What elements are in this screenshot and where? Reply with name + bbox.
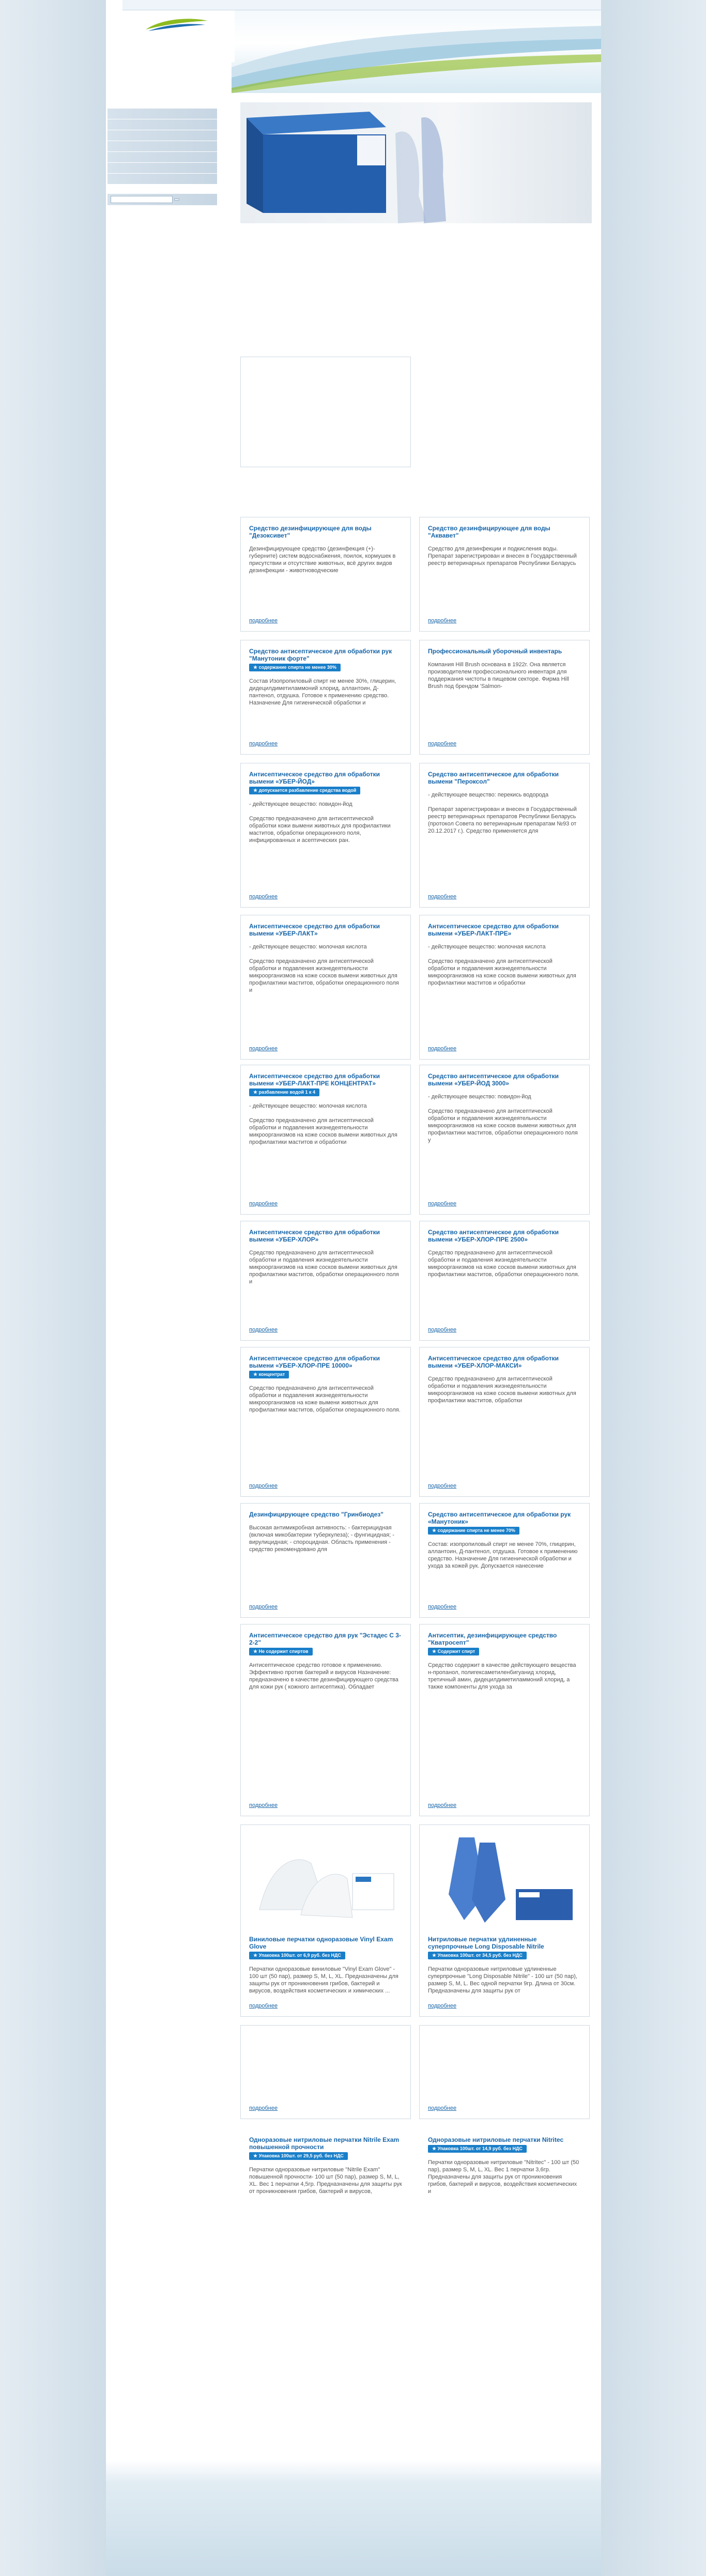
sidebar-catalog (108, 109, 217, 213)
product-description: Состав Изопропиловый спирт не менее 30%, глицерин, дидецилдиметиламмоний хлорид, аллантоин, Д-пантенол, отдушка. Готовое к применению средство. Назначение Для гигиенической обработки и (249, 678, 396, 706)
product-card[interactable] (419, 1503, 590, 1618)
product-card[interactable] (419, 1824, 590, 2017)
product-image[interactable] (428, 1832, 582, 1930)
product-title[interactable]: Антисептическое средство для обработки вымени «УБЕР-ХЛОР» (249, 1229, 380, 1243)
product-title[interactable]: Антисептическое средство для обработки вымени «УБЕР-ЛАКТ-ПРЕ КОНЦЕНТРАТ» (249, 1072, 380, 1087)
product-more-link[interactable]: подробнее (428, 1327, 457, 1333)
footer (106, 2460, 601, 2576)
product-title[interactable]: Антисептик, дезинфицирующее средство "Кватросепт" (428, 1632, 557, 1646)
product-card[interactable] (240, 2025, 411, 2195)
product-description: Состав: изопропиловый спирт не менее 70%, глицерин, аллантоин, Д-пантенол, отдушка. Готовое к применению средство. Назначение Для гигиенической обработки и ухода за кожей рук. Допускается нанесение (428, 1541, 578, 1569)
product-card[interactable] (419, 1221, 590, 1341)
product-card[interactable] (240, 1824, 411, 2017)
sidebar-item-detergents[interactable] (108, 119, 217, 130)
news-card-text (249, 371, 402, 428)
product-more-link[interactable]: подробнее (249, 2003, 278, 2009)
product-card[interactable] (419, 1624, 590, 1816)
sidebar-news-item (108, 205, 217, 213)
product-description: Высокая антимикробная активность: - бактерицидная (включая микобактерии туберкулеза); - фунгицидная; - вирулицидная; - спороцидная. Область применения - средство рекомендовано для (249, 1525, 394, 1553)
product-badge: ★ концентрат (249, 1371, 289, 1378)
product-description: Средство предназначено для антисептической обработки и подавления жизнедеятельности микроорганизмов на коже сосков вымени животных для профилактики маститов, обработки операционного поля и (249, 1250, 399, 1285)
product-description: - действующее вещество: перекись водорода Препарат зарегистрирован и внесен в Государственный реестр ветеринарных препаратов Республики Беларусь (протокол Совета по ветеринарным препаратам №93 от 20.12.2017 г.). Средство применяется для (428, 792, 577, 834)
product-image[interactable] (428, 2033, 582, 2131)
product-more-link[interactable]: подробнее (428, 1046, 457, 1052)
main-content (240, 232, 592, 238)
product-description: Перчатки одноразовые нитриловые "Nitritec" - 100 шт (50 пар), размер S, M, L, XL. Вес 1 перчатки 3,6гр. Предназначены для защиты рук от проникновения грибов, бактерий и вирусов, воздействия косметических и (428, 2159, 579, 2195)
product-title[interactable]: Средство антисептическое для обработки рук «Манутоник» (428, 1511, 571, 1525)
product-title[interactable]: Одноразовые нитриловые перчатки Nitrile Exam повышенной прочности (249, 2136, 400, 2151)
product-more-link[interactable]: подробнее (249, 1483, 278, 1489)
product-card[interactable] (240, 915, 411, 1060)
product-title[interactable]: Одноразовые нитриловые перчатки Nitritec (428, 2136, 564, 2143)
product-title[interactable]: Средство дезинфицирующее для воды "Дезоксивет" (249, 525, 372, 539)
product-card[interactable] (419, 763, 590, 908)
product-title[interactable]: Профессиональный уборочный инвентарь (428, 648, 562, 655)
product-title[interactable]: Виниловые перчатки одноразовые Vinyl Exam Glove (249, 1936, 393, 1950)
glove-box-image (240, 102, 592, 223)
sidebar-item-hand-antiseptics[interactable] (108, 152, 217, 163)
product-description: - действующее вещество: повидон-йод Средство предназначено для антисептической обработки и подавления жизнедеятельности микроорганизмов на коже сосков вымени животных для профилактики маститов, обработки операционного поля у (428, 1094, 578, 1143)
product-badge: ★ Не содержит спиртов (249, 1648, 313, 1655)
product-card[interactable] (240, 517, 411, 632)
sidebar-item-disinfectants[interactable] (108, 130, 217, 141)
product-title[interactable]: Средство антисептическое для обработки рук "Манутоник форте" (249, 648, 392, 662)
long-nitrile-gloves-image (428, 1832, 582, 1930)
product-badge: ★ Упаковка 100шт. от 14,9 руб. без НДС (428, 2145, 527, 2153)
product-badge: ★ содержание спирта не менее 30% (249, 664, 341, 671)
product-badge: ★ допускается разбавление средства водой (249, 787, 360, 794)
product-more-link[interactable]: подробнее (249, 1046, 278, 1052)
product-title[interactable]: Нитриловые перчатки удлиненные суперпрочные Long Disposable Nitrile (428, 1936, 544, 1950)
product-card[interactable] (240, 640, 411, 755)
product-description: Компания Hill Brush основана в 1922г. Она является производителем профессионального инвентаря для поддержания чистоты в пищевом секторе. Фирма Hill Brush под брендом 'Salmon- (428, 662, 569, 689)
product-description: Средство предназначено для антисептической обработки и подавления жизнедеятельности микроорганизмов на коже сосков вымени животных для профилактики маститов, обработки операционного поля. (428, 1250, 579, 1278)
product-card[interactable] (419, 640, 590, 755)
product-more-link[interactable]: подробнее (428, 2105, 457, 2111)
news-subscribe-button[interactable] (174, 198, 179, 201)
product-description: Перчатки одноразовые виниловые "Vinyl Exam Glove" - 100 шт (50 пар), размер S, M, L, XL. Предназначены для защиты рук от проникновения грибов, бактерий и вирусов, воздействия косметических и химических ... (249, 1966, 398, 1994)
product-title[interactable]: Антисептическое средство для обработки вымени «УБЕР-ХЛОР-МАКСИ» (428, 1355, 559, 1369)
vinyl-gloves-image (249, 1832, 403, 1930)
promo-banner[interactable] (240, 102, 592, 223)
product-description: Средство содержит в качестве действующего вещества н-пропанол, полигексаметиленбигуанид хлорид, третичный амин, дидецилдиметиламмоний хлорид, а также компоненты для ухода за (428, 1662, 576, 1690)
site-logo[interactable] (114, 10, 235, 62)
product-more-link[interactable]: подробнее (249, 1201, 278, 1207)
product-title[interactable]: Средство антисептическое для обработки вымени «УБЕР-ЙОД 3000» (428, 1072, 559, 1087)
product-more-link[interactable]: подробнее (249, 1604, 278, 1610)
product-description: - действующее вещество: повидон-йод Средство предназначено для антисептической обработки кожи вымени животных для профилактики маститов, обработки операционного поля, инфицированных и асептических ран. (249, 801, 391, 844)
product-description: Перчатки одноразовые нитриловые удлиненные суперпрочные "Long Disposable Nitrile" - 100 шт (50 пар), размер S, M, L. Вес одной перчатки 9гр. Длина от 30см. Предназначены для защиты рук от (428, 1966, 577, 1994)
news-email-input[interactable] (111, 196, 173, 203)
product-card[interactable] (240, 763, 411, 908)
header-wave-graphic (232, 10, 601, 93)
news-subscribe-box (108, 194, 217, 205)
product-badge: ★ Содержит спирт (428, 1648, 479, 1655)
product-more-link[interactable]: подробнее (428, 1604, 457, 1610)
product-title[interactable]: Антисептическое средство для рук "Эстадес С 3-2-2" (249, 1632, 401, 1646)
product-more-link[interactable]: подробнее (428, 894, 457, 900)
product-description: - действующее вещество: молочная кислота Средство предназначено для антисептической обработки и подавления жизнедеятельности микроорганизмов на коже сосков вымени животных для профилактики маститов и обработки (249, 1103, 397, 1145)
sidebar-item-gloves[interactable] (108, 163, 217, 174)
product-more-link[interactable]: подробнее (428, 2003, 457, 2009)
product-badge: ★ разбавление водой 1 к 4 (249, 1088, 319, 1096)
product-more-link[interactable]: подробнее (249, 894, 278, 900)
product-badge: ★ Упаковка 100шт. от 34,5 руб. без НДС (428, 1952, 527, 1959)
product-badge: ★ Упаковка 100шт. от 6,9 руб. без НДС (249, 1952, 345, 1959)
product-card[interactable] (240, 1221, 411, 1341)
product-card[interactable] (240, 1624, 411, 1816)
product-more-link[interactable]: подробнее (428, 618, 457, 624)
product-description: Перчатки одноразовые нитриловые "Nitrile Exam" повышенной прочности- 100 шт (50 пар), размер S, M, L, XL. Вес 1 перчатки 4,5гр. Предназначены для защиты рук от проникновения грибов, бактерий и вирусов, (249, 2167, 402, 2195)
product-description: Средство для дезинфекции и подкисления воды. Препарат зарегистрирован и внесен в Государственный реестр ветеринарных препаратов Республики Беларусь (428, 546, 577, 566)
page-side-shade-left (0, 0, 106, 2576)
product-more-link[interactable]: подробнее (249, 1802, 278, 1808)
product-more-link[interactable]: подробнее (428, 741, 457, 747)
product-card[interactable] (419, 517, 590, 632)
top-navigation (122, 0, 601, 10)
sidebar-item-nitrile-gloves[interactable] (108, 109, 217, 119)
product-description: Средство предназначено для антисептической обработки и подавления жизнедеятельности микроорганизмов на коже вымени животных для профилактики маститов, обработки операционного поля. (249, 1385, 401, 1413)
product-card[interactable] (240, 1503, 411, 1618)
product-title[interactable]: Антисептическое средство для обработки вымени «УБЕР-ЛАКТ-ПРЕ» (428, 923, 559, 937)
product-card[interactable] (419, 1065, 590, 1215)
news-card[interactable] (240, 357, 411, 467)
leaf-logo-icon (135, 17, 213, 32)
sidebar-item-cleaning-tools[interactable] (108, 174, 217, 185)
product-description: Средство предназначено для антисептической обработки и подавления жизнедеятельности микроорганизмов на коже сосков вымени животных для профилактики маститов, обработки (428, 1376, 576, 1404)
product-card[interactable] (419, 2025, 590, 2195)
product-badge: ★ Упаковка 100шт. от 29,5 руб. без НДС (249, 2152, 348, 2160)
product-more-link[interactable]: подробнее (428, 1201, 457, 1207)
product-card[interactable] (240, 1065, 411, 1215)
product-description: Дезинфицирующее средство (дезинфекция (+)-губерните) систем водоснабжения, поилок, кормушек в присутствии и отсутствие животных, всё других видов дезинфекции - животноводческие (249, 546, 396, 574)
product-description: Антисептическое средство готовое к применению. Эффективно против бактерий и вирусов Назначение: предназначено в качестве дезинфицирующего средства для кожи рук ( кожного антисептика). Обладает (249, 1662, 398, 1690)
product-title[interactable]: Дезинфицирующее средство "Гринбиодез" (249, 1511, 383, 1518)
sidebar-item-detergent-disinfectants[interactable] (108, 141, 217, 152)
product-image[interactable] (249, 2033, 403, 2131)
header-contacts (118, 64, 237, 66)
product-more-link[interactable]: подробнее (249, 618, 278, 624)
product-more-link[interactable]: подробнее (428, 1483, 457, 1489)
product-more-link[interactable]: подробнее (428, 1802, 457, 1808)
product-more-link[interactable]: подробнее (249, 741, 278, 747)
product-image[interactable] (249, 1832, 403, 1930)
product-title[interactable]: Средство антисептическое для обработки вымени "Пероксол" (428, 771, 559, 785)
product-more-link[interactable]: подробнее (249, 1327, 278, 1333)
page-side-shade-right (601, 0, 706, 2576)
product-title[interactable]: Средство антисептическое для обработки вымени «УБЕР-ХЛОР-ПРЕ 2500» (428, 1229, 559, 1243)
product-card[interactable] (240, 1347, 411, 1497)
product-title[interactable]: Средство дезинфицирующее для воды "Аквавет" (428, 525, 550, 539)
product-card[interactable] (419, 1347, 590, 1497)
product-card[interactable] (419, 915, 590, 1060)
product-more-link[interactable]: подробнее (249, 2105, 278, 2111)
product-title[interactable]: Антисептическое средство для обработки вымени «УБЕР-ЙОД» (249, 771, 380, 785)
wave-decoration (232, 10, 601, 93)
product-title[interactable]: Антисептическое средство для обработки вымени «УБЕР-ЛАКТ» (249, 923, 380, 937)
product-title[interactable]: Антисептическое средство для обработки вымени «УБЕР-ХЛОР-ПРЕ 10000» (249, 1355, 380, 1369)
product-badge: ★ содержание спирта не менее 70% (428, 1527, 519, 1535)
product-description: - действующее вещество: молочная кислота Средство предназначено для антисептической обработки и подавления жизнедеятельности микроорганизмов на коже сосков вымени животных для профилактики маститов, обработки операционного поля и (249, 944, 399, 993)
product-description: - действующее вещество: молочная кислота Средство предназначено для антисептической обработки и подавления жизнедеятельности микроорганизмов на коже сосков вымени животных для профилактики маститов и обработки (428, 944, 576, 986)
